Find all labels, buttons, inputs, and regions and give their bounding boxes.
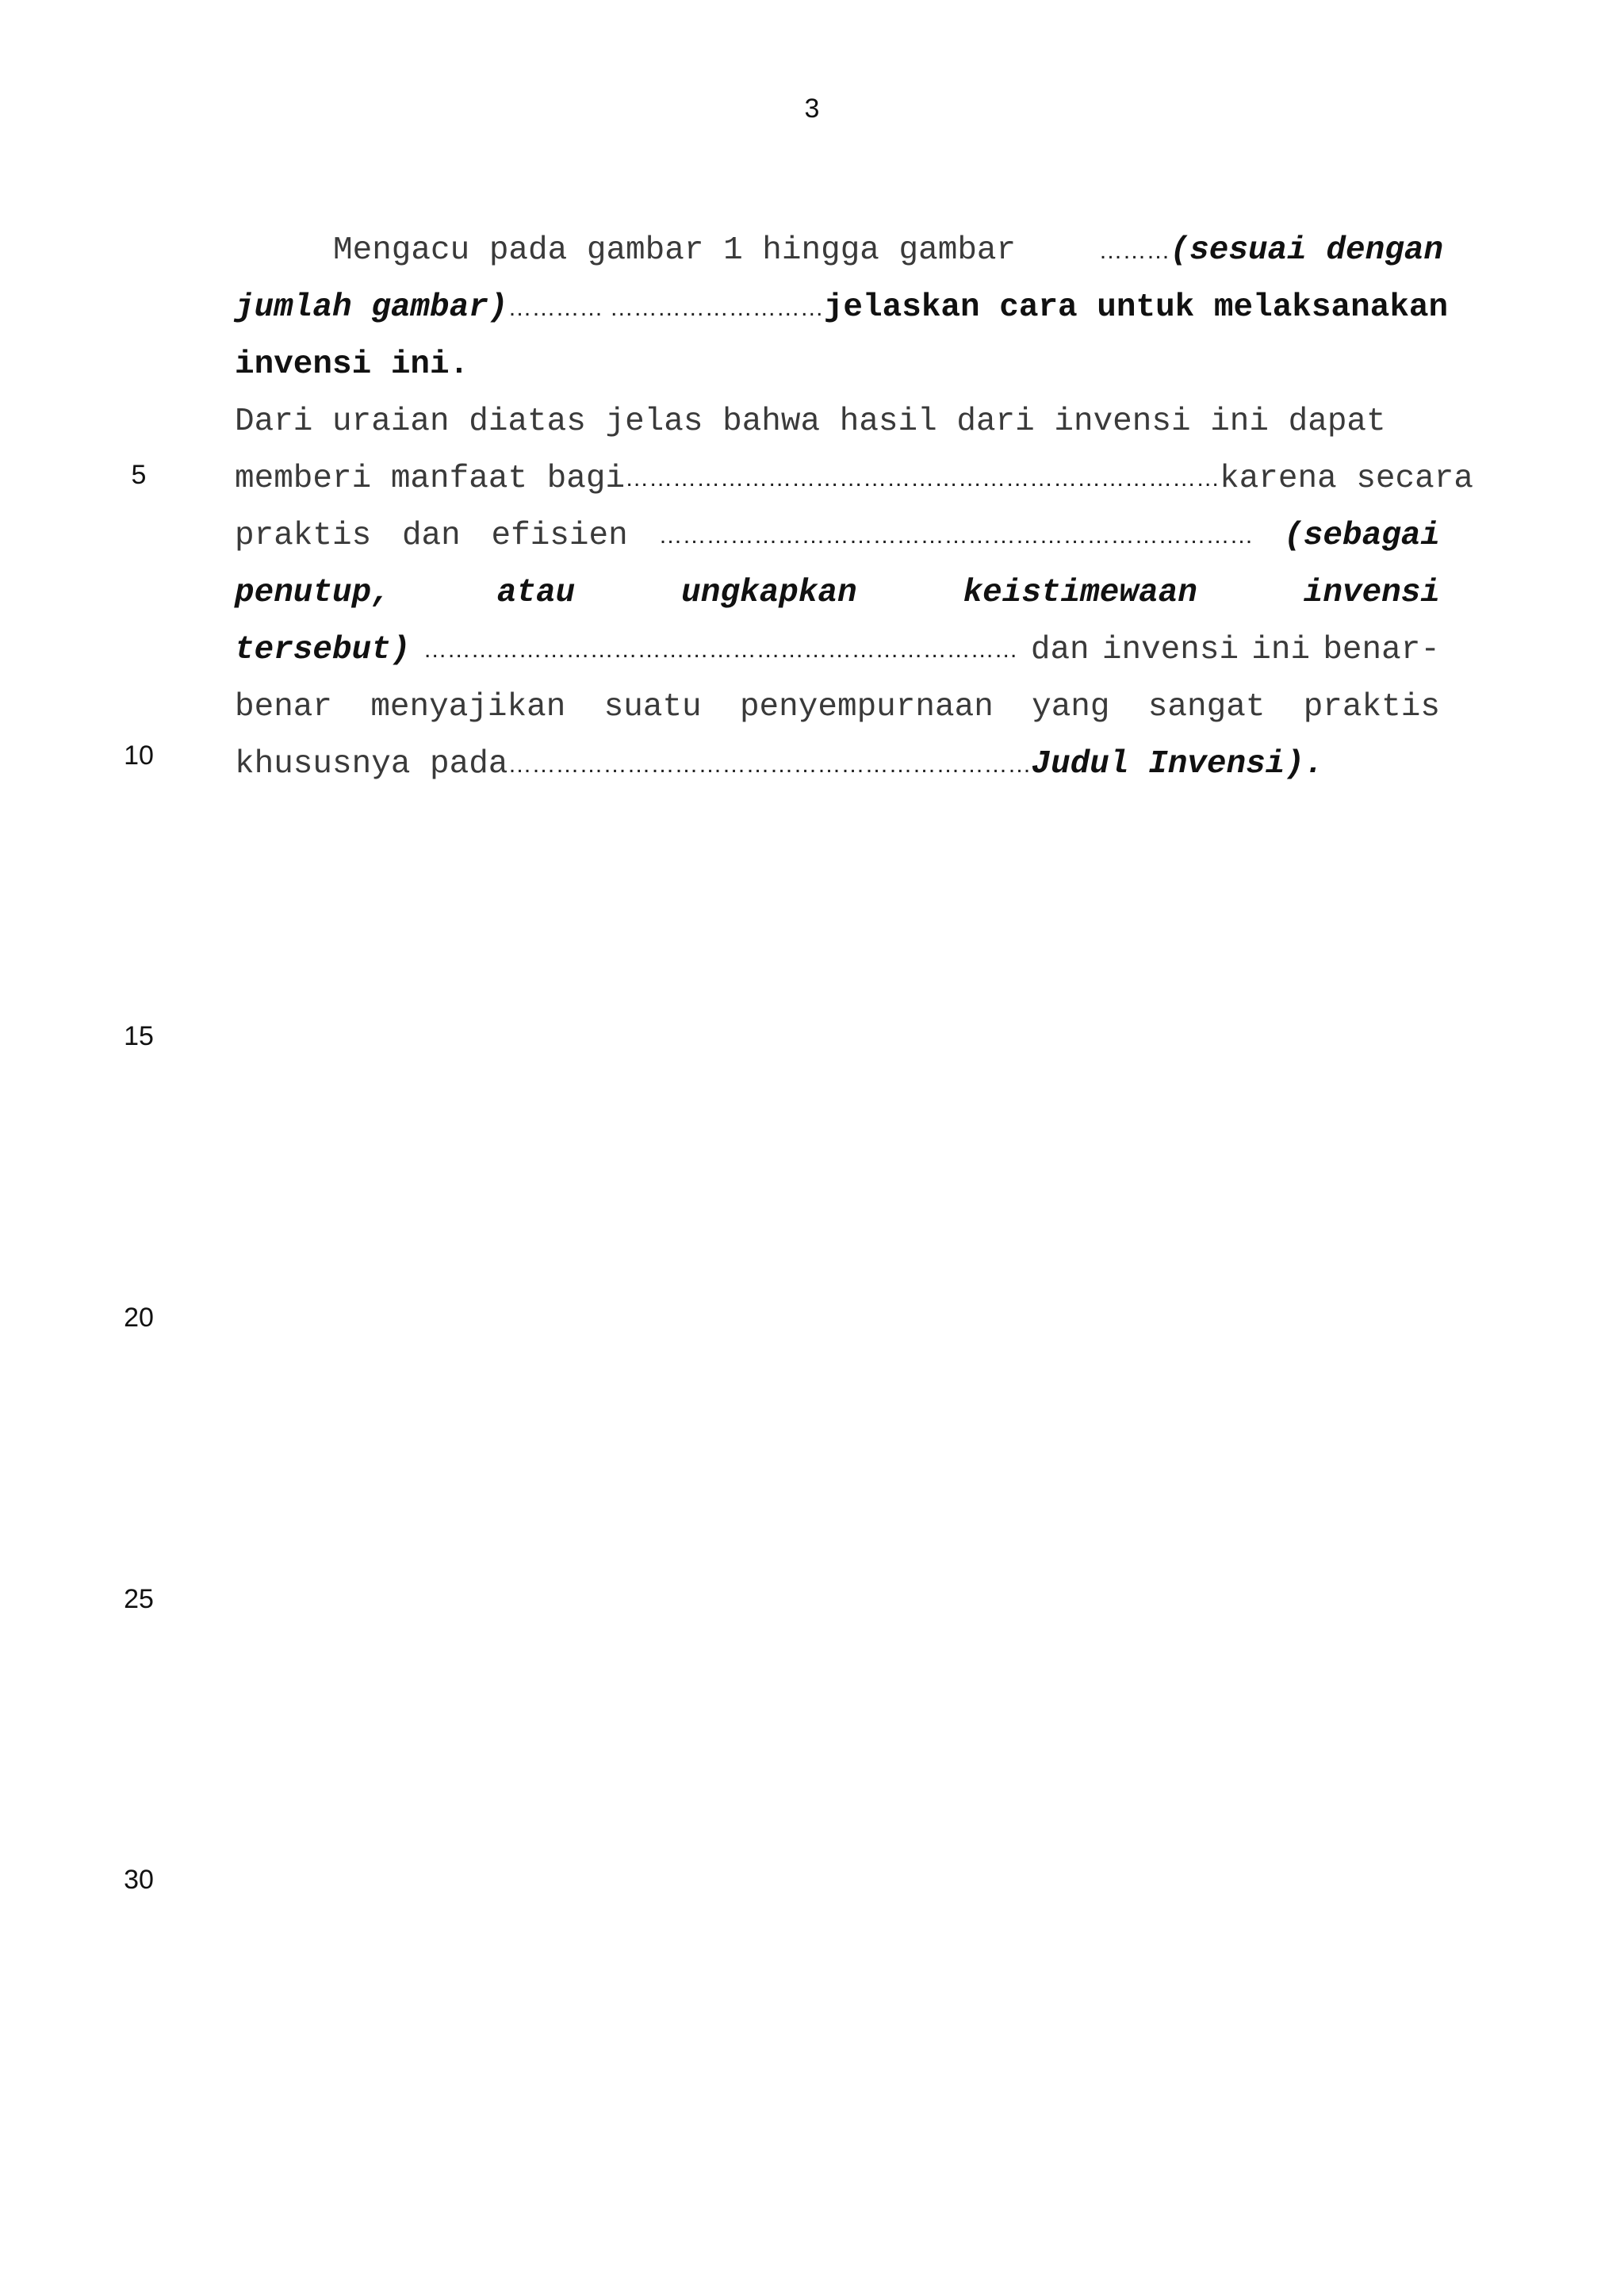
word: ungkapkan: [681, 575, 857, 611]
italic-note: tersebut): [235, 632, 411, 668]
italic-note: jumlah gambar): [235, 289, 508, 326]
line-number-10: 10: [124, 740, 154, 771]
line-number-25: 25: [124, 1584, 154, 1614]
word: invensi: [1303, 575, 1440, 611]
paragraph2-line1: [235, 393, 1440, 450]
italic-note: (sebagai: [1284, 518, 1440, 554]
line-number-5: 5: [131, 460, 147, 490]
word: dan: [401, 518, 461, 554]
word: penutup,: [235, 575, 391, 611]
paragraph2-line2: [235, 450, 1473, 507]
dot-leader: ………: [1098, 238, 1170, 264]
word: ini: [1251, 632, 1311, 668]
paragraph2-text: Dari uraian diatas jelas bahwa hasil dari invensi ini dapat: [235, 404, 1386, 440]
word: dan: [1030, 632, 1090, 668]
paragraph2-line5: [235, 622, 1440, 679]
word: benar-: [1323, 632, 1440, 668]
paragraph2-line7: [235, 736, 1440, 793]
paragraph2-line3: [235, 507, 1440, 564]
bold-instruction: invensi ini.: [235, 346, 469, 383]
paragraph2-line6: [235, 679, 1440, 736]
dot-leader: ………… ………………………: [508, 295, 824, 321]
paragraph2-text: karena secara: [1220, 461, 1473, 497]
line-number-15: 15: [124, 1021, 154, 1051]
dot-leader: …………………………………………………………: [508, 752, 1032, 778]
word: atau: [496, 575, 576, 611]
paragraph1-line1: [333, 222, 1443, 279]
paragraph1-line2: [235, 279, 1449, 336]
page-number: 3: [804, 94, 820, 124]
paragraph2-text: khususnya pada: [235, 746, 508, 783]
word: efisien: [491, 518, 628, 554]
word: invensi: [1101, 632, 1239, 668]
paragraph1-text: Mengacu pada gambar 1 hingga gambar: [333, 232, 1017, 269]
word: praktis: [235, 518, 372, 554]
word: benar: [235, 689, 333, 725]
bold-instruction: jelaskan cara untuk melaksanakan: [823, 289, 1449, 326]
word: penyempurnaan: [739, 689, 994, 725]
paragraph2-text: memberi manfaat bagi: [235, 461, 626, 497]
italic-note: (sesuai dengan: [1170, 232, 1443, 269]
line-number-20: 20: [124, 1303, 154, 1333]
dot-leader: …………………………………………………………………: [658, 522, 1254, 549]
paragraph2-line4: [235, 564, 1440, 622]
paragraph1-line3: [235, 336, 1440, 393]
italic-note: Judul Invensi).: [1031, 746, 1324, 783]
dot-leader: …………………………………………………………………: [423, 637, 1018, 663]
word: menyajikan: [370, 689, 566, 725]
word: praktis: [1303, 689, 1440, 725]
word: suatu: [603, 689, 702, 725]
word: keistimewaan: [963, 575, 1197, 611]
word: yang: [1032, 689, 1110, 725]
word: sangat: [1147, 689, 1266, 725]
dot-leader: …………………………………………………………………: [625, 465, 1220, 492]
line-number-30: 30: [124, 1865, 154, 1895]
